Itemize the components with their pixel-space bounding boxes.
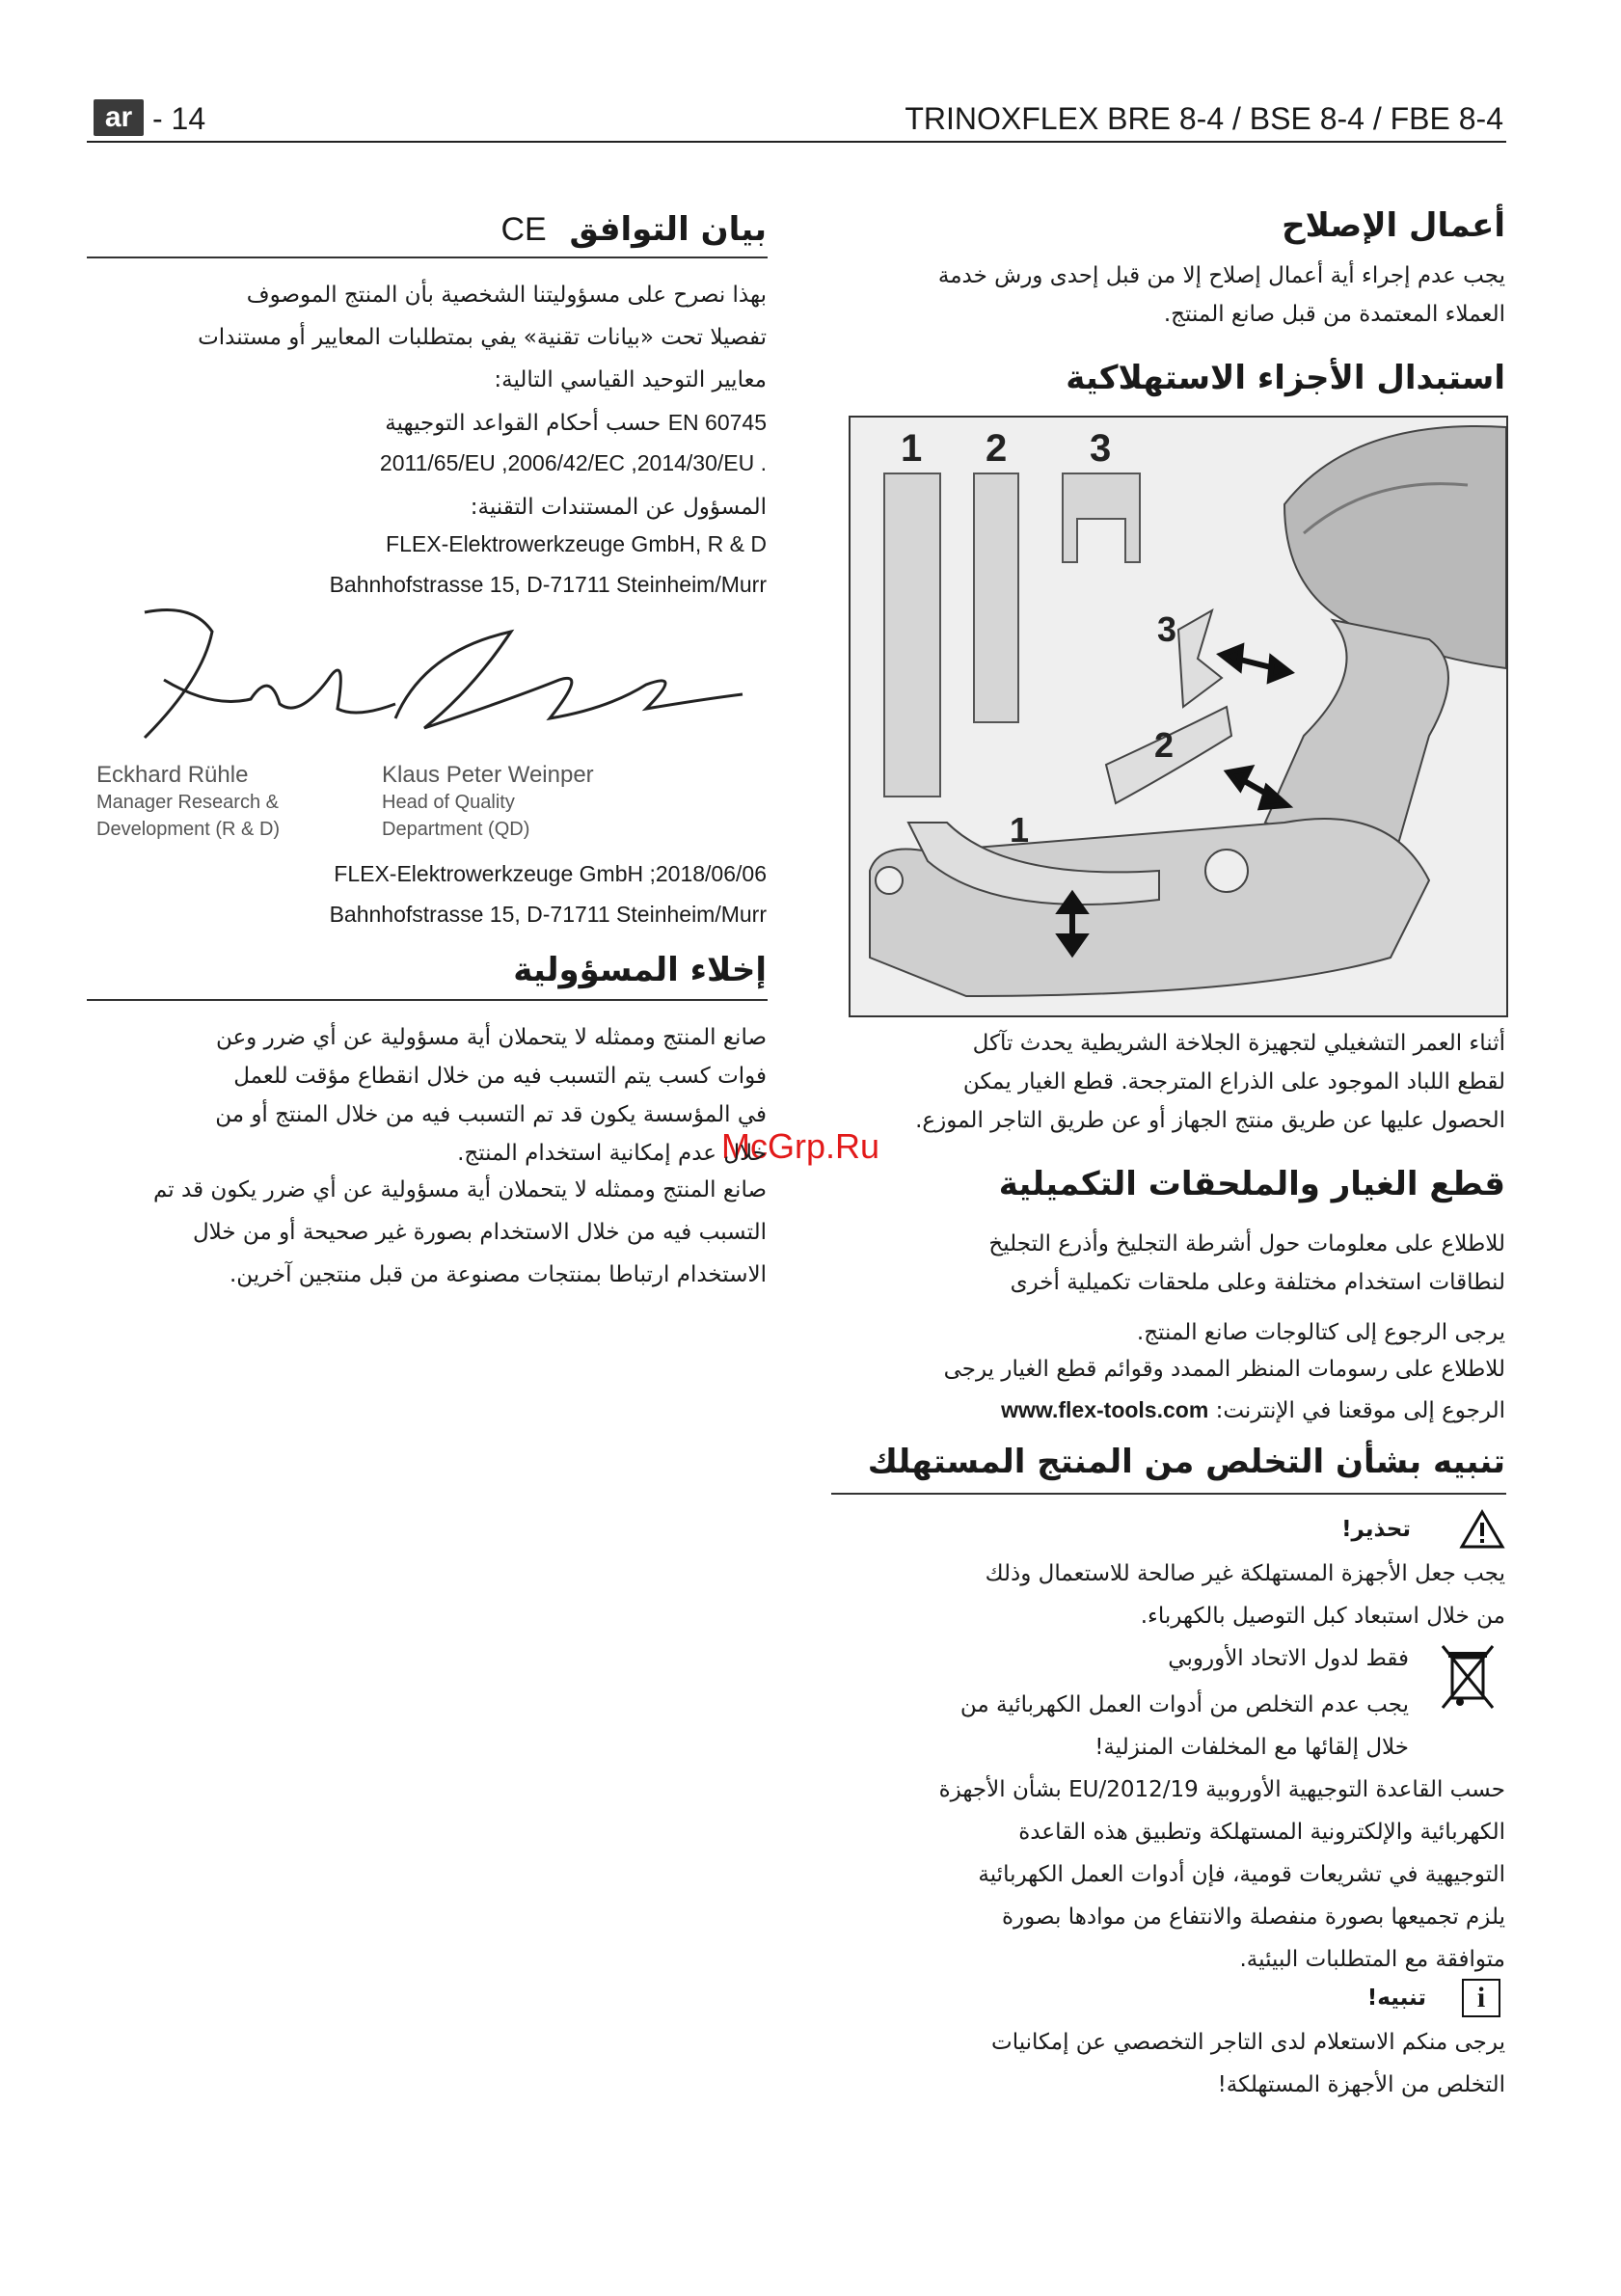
disposal-heading: تنبيه بشأن التخلص من المنتج المستهلك (867, 1443, 1505, 1481)
figure-caption-line-2: لقطع اللباد الموجود على الذراع المترجحة. قطع الغيار يمكن (962, 1069, 1505, 1094)
sig2-role-2: Department (QD) (382, 819, 530, 840)
sig1-role-2: Development (R & D) (96, 819, 281, 840)
warning-line-1: يجب جعل الأجهزة المستهلكة غير صالحة للاستعمال وذلك (985, 1561, 1505, 1586)
consumables-heading: استبدال الأجزاء الاستهلاكية (1066, 359, 1505, 397)
liability-heading: إخلاء المسؤولية (513, 951, 767, 989)
directive-line-3: التوجيهية في تشريعات قومية، فإن أدوات العمل الكهربائية (978, 1862, 1505, 1887)
page-number: - 14 (152, 101, 206, 136)
spare-parts-line-2: لنطاقات استخدام مختلفة وعلى ملحقات تكميلية أخرى (1010, 1270, 1505, 1295)
liability-line-2: فوات كسب يتم التسبب فيه من خلال انقطاع مؤقت للعمل (233, 1064, 767, 1089)
note-title: تنبيه! (1366, 1985, 1426, 2011)
warning-title: تحذير! (1341, 1517, 1411, 1542)
directives-line: 2011/65/EU ,2006/42/EC ,2014/30/EU . (379, 450, 767, 475)
repair-heading: أعمال الإصلاح (1282, 206, 1505, 245)
directive-line-5: متوافقة مع المتطلبات البيئية. (1239, 1947, 1505, 1972)
figure-label: 3 (1157, 609, 1177, 649)
note-line-1: يرجى منكم الاستعلام لدى التاجر التخصصي عن إمكانيات (991, 2030, 1505, 2055)
date-line: FLEX-Elektrowerkzeuge GmbH ;2018/06/06 (334, 861, 767, 886)
standard-text: حسب أحكام القواعد التوجيهية (385, 411, 662, 436)
repair-line-1: يجب عدم إجراء أية أعمال إصلاح إلا من قبل إحدى ورش خدمة (937, 263, 1505, 288)
sig1-role-1: Manager Research & (96, 792, 279, 813)
felt-strip-2 (974, 473, 1018, 722)
ce-mark-icon: CE (500, 211, 547, 248)
standard-line (385, 403, 767, 443)
liability-line-3: في المؤسسة يكون قد تم التسبب فيه من خلال المنتج أو من (215, 1102, 767, 1127)
liability-line-1: صانع المنتج وممثله لا يتحملان أية مسؤولية عن أي ضرر وعن (215, 1025, 767, 1050)
document-title: TRINOXFLEX BRE 8-4 / BSE 8-4 / FBE 8-4 (905, 101, 1503, 136)
eu-line-1: يجب عدم التخلص من أدوات العمل الكهربائية من (959, 1692, 1409, 1717)
language-badge: ar (94, 99, 144, 136)
signatures-image (106, 593, 762, 757)
felt-strip-1 (884, 473, 940, 797)
responsible-label: المسؤول عن المستندات التقنية: (470, 495, 767, 520)
eu-line-2: خلال إلقائها مع المخلفات المنزلية! (1094, 1735, 1409, 1760)
spare-parts-line-4: للاطلاع على رسومات المنظر الممدد وقوائم قطع الغيار يرجى (943, 1357, 1505, 1382)
watermark: McGrp.Ru (721, 1126, 880, 1166)
conformity-title: بيان التوافق (569, 210, 767, 249)
figure-label: 1 (1010, 810, 1030, 850)
company-line: FLEX-Elektrowerkzeuge GmbH, R & D (386, 531, 767, 556)
header-rule (87, 141, 1506, 143)
warning-triangle-icon (1459, 1509, 1505, 1550)
figure-caption-line-3: الحصول عليها عن طريق منتج الجهاز أو عن طريق التاجر الموزع. (915, 1108, 1505, 1133)
spare-parts-web (1001, 1391, 1505, 1430)
liability-line-7: الاستخدام ارتباطا بمنتجات مصنوعة من قبل منتجين آخرين. (229, 1262, 767, 1287)
sig2-role-1: Head of Quality (382, 792, 515, 813)
address-line: Bahnhofstrasse 15, D-71711 Steinheim/Murr (329, 572, 767, 597)
sig2-name: Klaus Peter Weinper (382, 762, 594, 788)
warning-row (1341, 1509, 1505, 1550)
signature-ruhle (145, 610, 395, 739)
spare-parts-line-1: للاطلاع على معلومات حول أشرطة التجليخ وأذرع التجليخ (988, 1231, 1505, 1256)
liability-line-5: صانع المنتج وممثله لا يتحملان أية مسؤولية عن أي ضرر يكون قد تم (153, 1177, 767, 1202)
conformity-heading (500, 208, 767, 251)
figure-caption-line-1: أثناء العمر التشغيلي لتجهيزة الجلاخة الشريطية يحدث تآكل (972, 1031, 1505, 1056)
directive-line-2: الكهربائية والإلكترونية المستهلكة وتطبيق هذه القاعدة (1018, 1820, 1505, 1845)
conformity-rule (87, 257, 768, 258)
spare-parts-line-3: يرجى الرجوع إلى كتالوجات صانع المنتج. (1136, 1320, 1505, 1345)
signature-weinper (395, 632, 743, 728)
felt-pad-illustration (851, 418, 1506, 1015)
figure-label: 3 (1090, 427, 1112, 470)
address-line-2: Bahnhofstrasse 15, D-71711 Steinheim/Murr (329, 902, 767, 927)
figure-label: 2 (1154, 725, 1175, 765)
conformity-line-1: بهذا نصرح على مسؤوليتنا الشخصية بأن المنتج الموصوف (246, 283, 767, 308)
eu-title: فقط لدول الاتحاد الأوروبي (1168, 1646, 1409, 1671)
liability-line-4: خلال عدم إمكانية استخدام المنتج. (457, 1141, 767, 1166)
web-url-link[interactable]: www.flex-tools.com (1001, 1397, 1209, 1422)
figure-label: 2 (986, 427, 1008, 470)
repair-line-2: العملاء المعتمدة من قبل صانع المنتج. (1163, 302, 1505, 327)
liability-line-6: التسبب فيه من خلال الاستخدام بصورة غير صحيحة أو من خلال (192, 1220, 767, 1245)
warning-line-2: من خلال استبعاد كبل التوصيل بالكهرباء. (1140, 1604, 1505, 1629)
figure-label: 1 (901, 427, 923, 470)
web-prefix: الرجوع إلى موقعنا في الإنترنت: (1215, 1398, 1505, 1423)
liability-rule (87, 999, 768, 1001)
standard-code: EN 60745 (667, 410, 767, 435)
felt-pad-figure (849, 416, 1508, 1017)
note-line-2: التخلص من الأجهزة المستهلكة! (1217, 2072, 1505, 2097)
wheelie-bin-crossed-icon (1439, 1644, 1497, 1712)
conformity-line-2: تفصيلا تحت «بيانات تقنية» يفي بمتطلبات المعايير أو مستندات (198, 325, 767, 350)
spare-parts-heading: قطع الغيار والملحقات التكميلية (998, 1165, 1505, 1203)
directive-line-4: يلزم تجميعها بصورة منفصلة والانتفاع من موادها بصورة (1002, 1904, 1505, 1930)
sig1-name: Eckhard Rühle (96, 762, 249, 788)
directive-line-1: حسب القاعدة التوجيهية الأوروبية 2012/19/EU بشأن الأجهزة (938, 1777, 1505, 1802)
conformity-line-3: معايير التوحيد القياسي التالية: (494, 367, 767, 392)
info-icon: i (1462, 1979, 1500, 2017)
disposal-rule (831, 1493, 1506, 1495)
